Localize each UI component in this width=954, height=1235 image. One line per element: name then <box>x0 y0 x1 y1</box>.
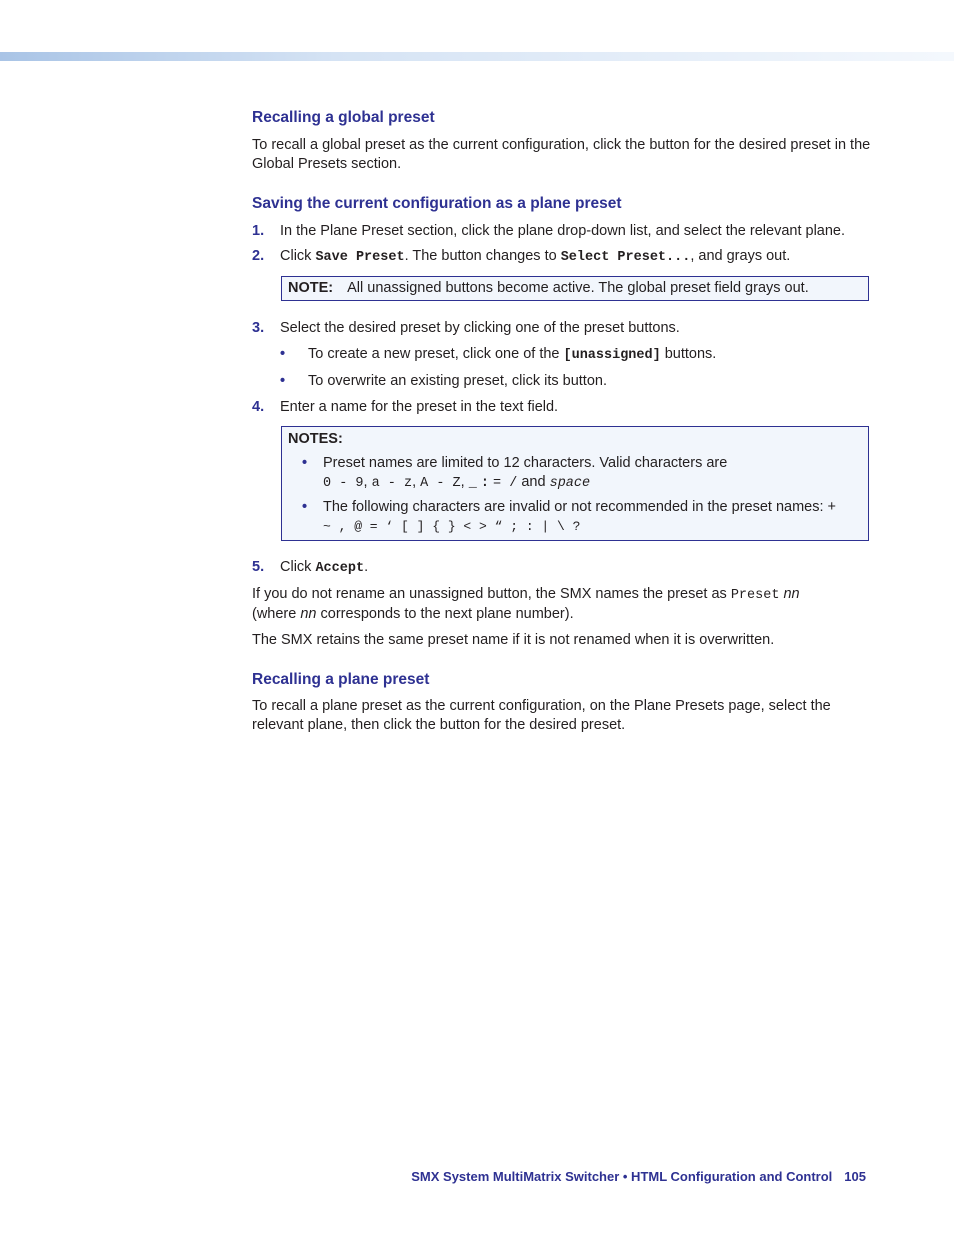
step-number: 1. <box>252 223 265 239</box>
code-lowercase: a - z <box>371 476 413 491</box>
code-space: space <box>549 476 591 491</box>
heading-recalling-plane-preset: Recalling a plane preset <box>252 671 430 688</box>
note-box <box>281 276 869 301</box>
code-digits: 0 - 9 <box>323 476 364 491</box>
paragraph-rename-default <box>252 585 872 624</box>
bullet-text-post: buttons. <box>660 346 717 362</box>
page-content <box>252 108 872 735</box>
bullet-dot: • <box>280 346 286 362</box>
heading-saving-plane-preset: Saving the current configuration as a plane preset <box>252 195 622 212</box>
step-text-post: . <box>364 559 369 575</box>
para-text-post: corresponds to the next plane number). <box>316 606 574 622</box>
page-footer <box>411 1167 866 1186</box>
code-equals-slash: = / <box>493 476 518 491</box>
note-label: NOTE: <box>288 280 334 296</box>
paragraph-global-preset: To recall a global preset as the current configuration, click the button for the desired preset in the Global Presets section. <box>252 137 871 172</box>
para-text-pre: If you do not rename an unassigned button, the SMX names the preset as <box>252 586 731 602</box>
note-text: All unassigned buttons become active. The global preset field grays out. <box>347 280 809 296</box>
step-text: In the Plane Preset section, click the plane drop-down list, and select the relevant plane. <box>280 223 846 239</box>
step-4 <box>252 398 872 417</box>
bullet-dot: • <box>280 373 286 389</box>
step-number: 4. <box>252 399 265 415</box>
notes-box <box>281 426 869 541</box>
bullet-dot: • <box>302 499 308 515</box>
footer-title: SMX System MultiMatrix Switcher • HTML Configuration and Control <box>411 1169 833 1184</box>
header-gradient-bar <box>0 52 954 61</box>
bullet-overwrite-preset <box>252 372 872 391</box>
bullet-dot: • <box>302 455 308 471</box>
step-number: 5. <box>252 559 265 575</box>
code-invalid-chars: ~ , @ = ‘ [ ] { } < > “ ; : | \ ? <box>323 519 581 534</box>
notes-label: NOTES: <box>288 431 343 447</box>
step-text-mid: . The button changes to <box>404 248 561 264</box>
step-text: Select the desired preset by clicking one of the preset buttons. <box>280 320 680 336</box>
italic-nn: nn <box>783 586 800 602</box>
paragraph-retains-name: The SMX retains the same preset name if it is not renamed when it is overwritten. <box>252 632 775 648</box>
code-save-preset: Save Preset <box>315 250 405 265</box>
notes-item-valid-chars: • Preset names are limited to 12 characters. Valid characters are 0 - 9, a - z, A - Z, _ : = / and space <box>302 455 728 491</box>
step-5 <box>252 558 872 578</box>
notes-and: and <box>521 474 546 490</box>
step-number: 2. <box>252 248 265 264</box>
code-select-preset: Select Preset... <box>560 250 691 265</box>
bullet-text: To overwrite an existing preset, click its button. <box>308 373 607 389</box>
code-preset: Preset <box>730 588 780 603</box>
heading-recalling-global-preset: Recalling a global preset <box>252 109 435 126</box>
code-uppercase: A - Z <box>420 476 461 491</box>
italic-nn-2: nn <box>300 606 317 622</box>
step-text-post: , and grays out. <box>690 248 791 264</box>
step-1 <box>252 222 872 241</box>
step-text-pre: Click <box>280 248 316 264</box>
notes-item-invalid-chars <box>288 498 862 536</box>
code-accept: Accept <box>315 561 365 576</box>
notes-item-text: Preset names are limited to 12 characters. Valid characters are <box>323 455 728 471</box>
step-3 <box>252 319 872 338</box>
step-text-pre: Click <box>280 559 316 575</box>
bullet-text-pre: To create a new preset, click one of the <box>308 346 564 362</box>
para-where: (where <box>252 606 301 622</box>
step-text: Enter a name for the preset in the text field. <box>280 399 559 415</box>
step-2 <box>252 247 872 267</box>
code-unassigned: [unassigned] <box>563 348 661 363</box>
bullet-create-preset <box>252 345 872 365</box>
page-number: 105 <box>844 1169 866 1184</box>
code-underscore: _ <box>468 476 477 491</box>
code-colon: : <box>480 476 489 491</box>
step-number: 3. <box>252 320 265 336</box>
paragraph-plane-preset: To recall a plane preset as the current configuration, on the Plane Presets page, select the relevant plane, then click the button for the desired preset. <box>252 698 831 733</box>
notes-item-text: The following characters are invalid or not recommended in the preset names: + <box>323 499 837 515</box>
